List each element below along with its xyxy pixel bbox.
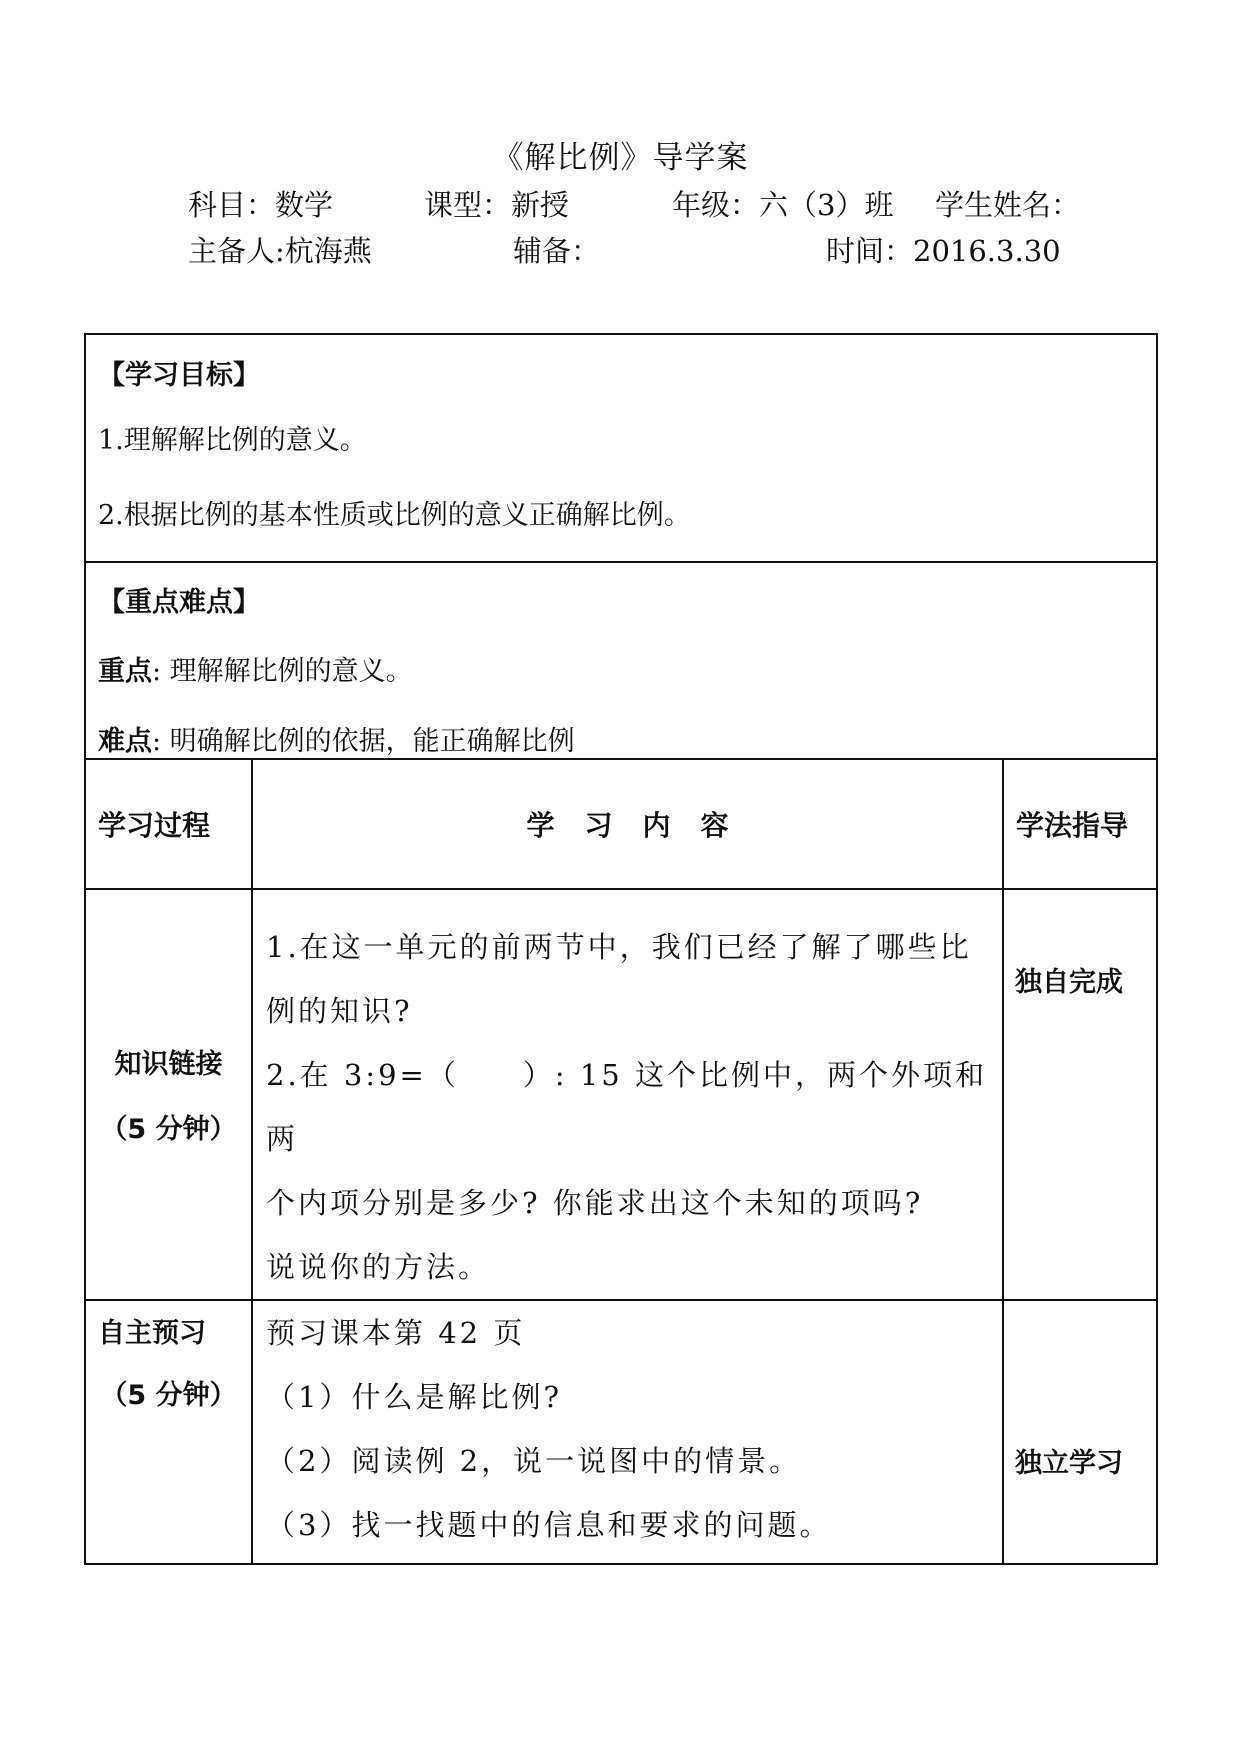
content-line: 说说你的方法。 bbox=[266, 1250, 491, 1284]
table-header-row bbox=[85, 759, 1157, 889]
difficulty-line bbox=[98, 719, 1156, 758]
document-title: 《解比例》导学案 bbox=[492, 140, 749, 176]
method-text: 独自完成 bbox=[1015, 967, 1123, 998]
goal-item: 1.理解解比例的意义。 bbox=[98, 425, 367, 456]
stage-name: 知识链接 bbox=[114, 1049, 223, 1081]
method-header-cell bbox=[1003, 759, 1157, 889]
content-block bbox=[253, 890, 1002, 1299]
content-cell bbox=[252, 1300, 1003, 1564]
process-header-cell bbox=[85, 759, 252, 889]
goals-heading: 【学习目标】 bbox=[98, 360, 260, 391]
content-block bbox=[253, 1301, 1002, 1557]
preparer-field: 主备人:杭海燕 bbox=[188, 234, 372, 268]
key-point-text: : 理解解比例的意义。 bbox=[152, 656, 413, 687]
content-header-cell bbox=[252, 759, 1003, 889]
goals-section bbox=[85, 334, 1157, 562]
stage-cell bbox=[85, 1300, 252, 1564]
content-line: 预习课本第 42 页 bbox=[266, 1316, 526, 1350]
stage-name: 自主预习 bbox=[98, 1318, 206, 1349]
table-row bbox=[85, 1300, 1157, 1564]
method-header: 学法指导 bbox=[1016, 809, 1129, 842]
difficulty-text: : 明确解比例的依据，能正确解比例 bbox=[152, 726, 575, 757]
stage-duration: （5 分钟） bbox=[100, 1380, 237, 1412]
key-point-line bbox=[98, 649, 1156, 688]
goals-row bbox=[85, 334, 1157, 562]
key-points-heading: 【重点难点】 bbox=[98, 587, 260, 618]
difficulty-label: 难点 bbox=[98, 726, 152, 757]
date-field: 时间：2016.3.30 bbox=[826, 234, 1061, 268]
table-row bbox=[85, 889, 1157, 1300]
stage-cell bbox=[85, 889, 252, 1300]
grade-field: 年级：六（3）班 bbox=[672, 188, 894, 222]
student-name-field: 学生姓名： bbox=[935, 188, 1081, 222]
content-cell bbox=[252, 889, 1003, 1300]
assistant-field: 辅备： bbox=[513, 234, 601, 268]
key-point-label: 重点 bbox=[98, 656, 152, 687]
subject-field: 科目：数学 bbox=[188, 188, 334, 222]
content-line: （3）找一找题中的信息和要求的问题。 bbox=[266, 1508, 832, 1542]
content-line: 1.在这一单元的前两节中，我们已经了解了哪些比 bbox=[266, 930, 972, 964]
method-cell bbox=[1003, 889, 1157, 1300]
content-line: 例的知识? bbox=[266, 994, 413, 1028]
lesson-type-field: 课型：新授 bbox=[424, 188, 570, 222]
key-points-row bbox=[85, 562, 1157, 759]
content-line: （1）什么是解比例? bbox=[266, 1380, 562, 1414]
goal-item: 2.根据比例的基本性质或比例的意义正确解比例。 bbox=[98, 500, 691, 531]
content-header: 学习内容 bbox=[526, 809, 759, 842]
content-line: （2）阅读例 2，说一说图中的情景。 bbox=[266, 1444, 802, 1478]
method-cell bbox=[1003, 1300, 1157, 1564]
key-points-section bbox=[85, 562, 1157, 759]
study-guide-table bbox=[84, 333, 1158, 1565]
content-line: 个内项分别是多少? 你能求出这个未知的项吗? bbox=[266, 1186, 924, 1220]
method-text: 独立学习 bbox=[1015, 1448, 1123, 1479]
stage-duration: （5 分钟） bbox=[100, 1113, 237, 1145]
process-header: 学习过程 bbox=[98, 809, 211, 842]
content-line: 2.在 3:9=（ ）: 15 这个比例中，两个外项和两 bbox=[266, 1058, 987, 1156]
